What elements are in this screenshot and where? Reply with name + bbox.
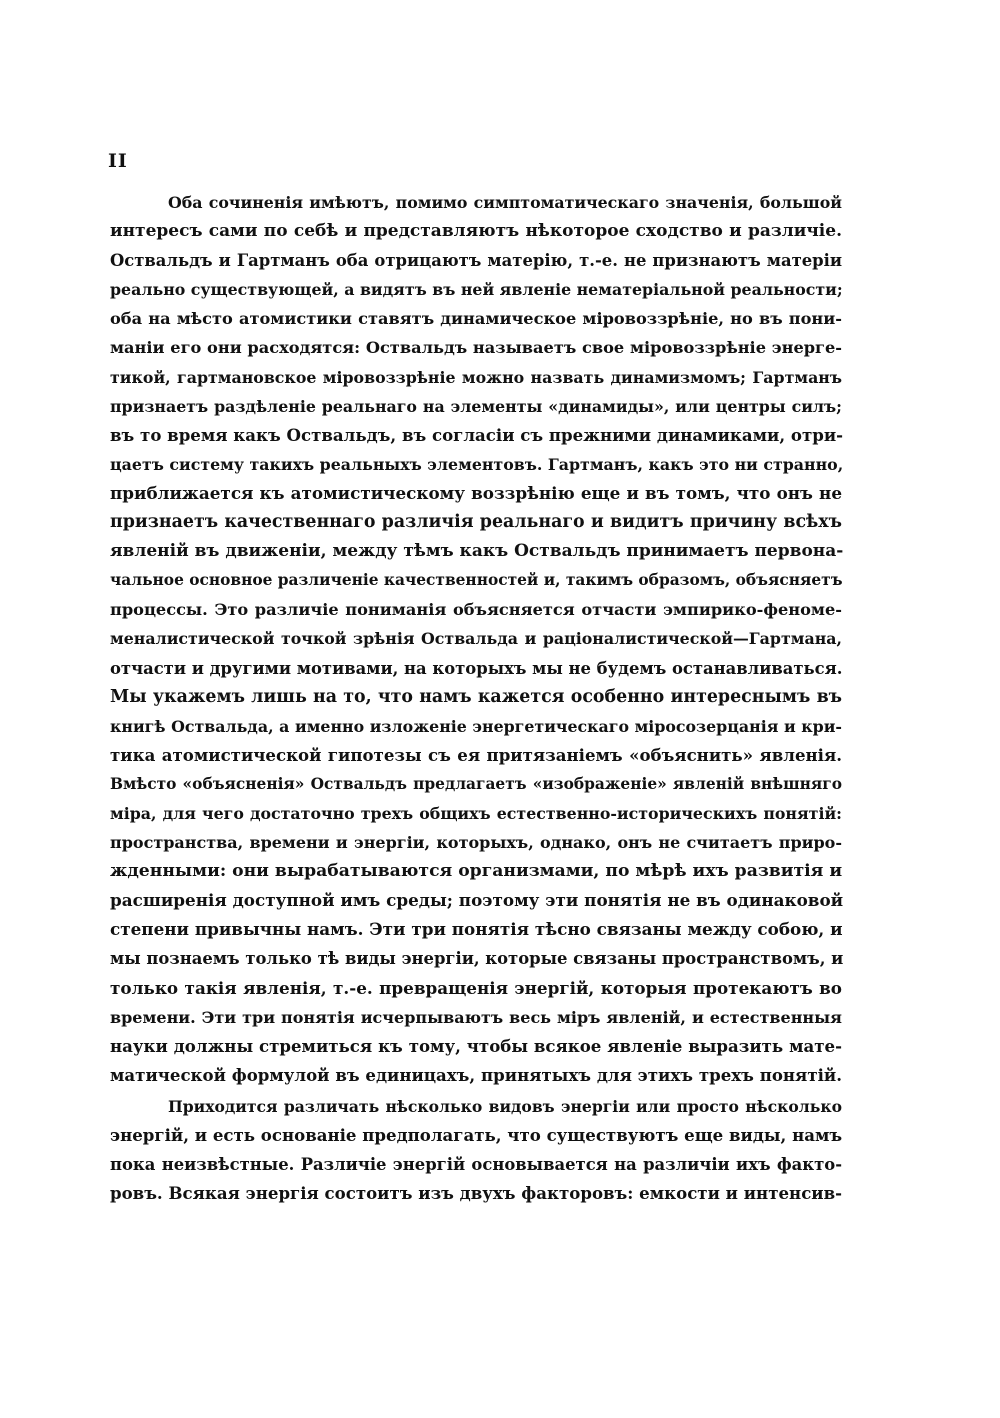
text-line: времени. Эти три понятія исчерпываютъ весь міръ явленій, и естественныя [110,1007,842,1027]
text-line: ровъ. Всякая энергія состоитъ изъ двухъ факторовъ: емкости и интенсив- [110,1183,843,1204]
text-line: Вмѣсто «объясненія» Оствальдъ предлагаетъ «изображеніе» явленій внѣшняго [110,774,842,793]
text-line: признаетъ качественнаго различія реальнаго и видитъ причину всѣхъ [110,512,842,533]
text-line: міра, для чего достаточно трехъ общихъ естественно-историческихъ понятій: [110,803,842,823]
text-line: реально существующей, а видятъ въ ней явленіе нематеріальной реальности; [110,280,843,300]
text-line: матической формулой въ единицахъ, принятыхъ для этихъ трехъ понятій. [110,1064,842,1085]
text-line: тика атомистической гипотезы съ ея притязаніемъ «объяснить» явленія. [110,744,842,765]
text-line: приближается къ атомистическому воззрѣнію еще и въ томъ, что онъ не [110,482,842,503]
body-text [110,188,842,1208]
text-line: науки должны стремиться къ тому, чтобы всякое явленіе выразить мате- [110,1035,842,1056]
text-line: Оствальдъ и Гартманъ оба отрицаютъ матерію, т.-е. не признаютъ матеріи [110,251,842,271]
text-line: цаетъ систему такихъ реальныхъ элементовъ. Гартманъ, какъ это ни странно, [110,454,844,474]
text-line: пока неизвѣстные. Различіе энергій основывается на различіи ихъ факто- [110,1155,842,1175]
text-line: оба на мѣсто атомистики ставятъ динамическое міровоззрѣніе, но въ пони- [110,309,842,329]
text-line: пространства, времени и энергіи, которыхъ, однако, онъ не считаетъ приро- [110,833,842,853]
text-line: меналистической точкой зрѣнія Оствальда и раціоналистической—Гартмана, [110,629,842,649]
text-line: процессы. Это различіе пониманія объясняется отчасти эмпирико-феноме- [110,600,842,620]
text-line: Мы укажемъ лишь на то, что намъ кажется особенно интереснымъ въ [110,686,842,707]
paragraph-1 [110,188,842,1090]
text-line: Приходится различать нѣсколько видовъ энергіи или просто нѣсколько [168,1096,842,1116]
page-number: II [108,150,128,172]
text-line: маніи его они расходятся: Оствальдъ называетъ свое міровоззрѣніе энерге- [110,338,842,358]
text-line: расширенія доступной имъ среды; поэтому эти понятія не въ одинаковой [110,890,844,911]
paragraph-2 [110,1092,842,1208]
text-line: степени привычны намъ. Эти три понятія тѣсно связаны между собою, и [110,919,843,940]
text-line: только такія явленія, т.-е. превращенія энергій, которыя протекаютъ во [110,977,842,998]
text-line: Оба сочиненія имѣютъ, помимо симптоматическаго значенія, большой [168,193,842,212]
text-line: интересъ сами по себѣ и представляютъ нѣкоторое сходство и различіе. [110,221,842,242]
text-line: явленій въ движеніи, между тѣмъ какъ Оствальдъ принимаетъ первона- [110,541,844,562]
text-line: тикой, гартмановское міровоззрѣніе можно назвать динамизмомъ; Гартманъ [110,367,842,387]
text-line: отчасти и другими мотивами, на которыхъ мы не будемъ останавливаться. [110,658,843,678]
text-line: книгѣ Оствальда, а именно изложеніе энергетическаго міросозерцанія и кри- [110,716,842,736]
text-line: въ то время какъ Оствальдъ, въ согласіи съ прежними динамиками, отри- [110,424,844,445]
text-line: энергій, и есть основаніе предполагать, что существуютъ еще виды, намъ [110,1125,843,1145]
text-line: жденными: они вырабатываются организмами, по мѣрѣ ихъ развитія и [110,861,843,882]
text-line: признаетъ раздѣленіе реальнаго на элементы «динамиды», или центры силъ; [110,396,842,416]
text-line: чальное основное различеніе качественностей и, такимъ образомъ, объясняетъ [110,571,843,590]
text-line: мы познаемъ только тѣ виды энергіи, которые связаны пространствомъ, и [110,949,844,969]
